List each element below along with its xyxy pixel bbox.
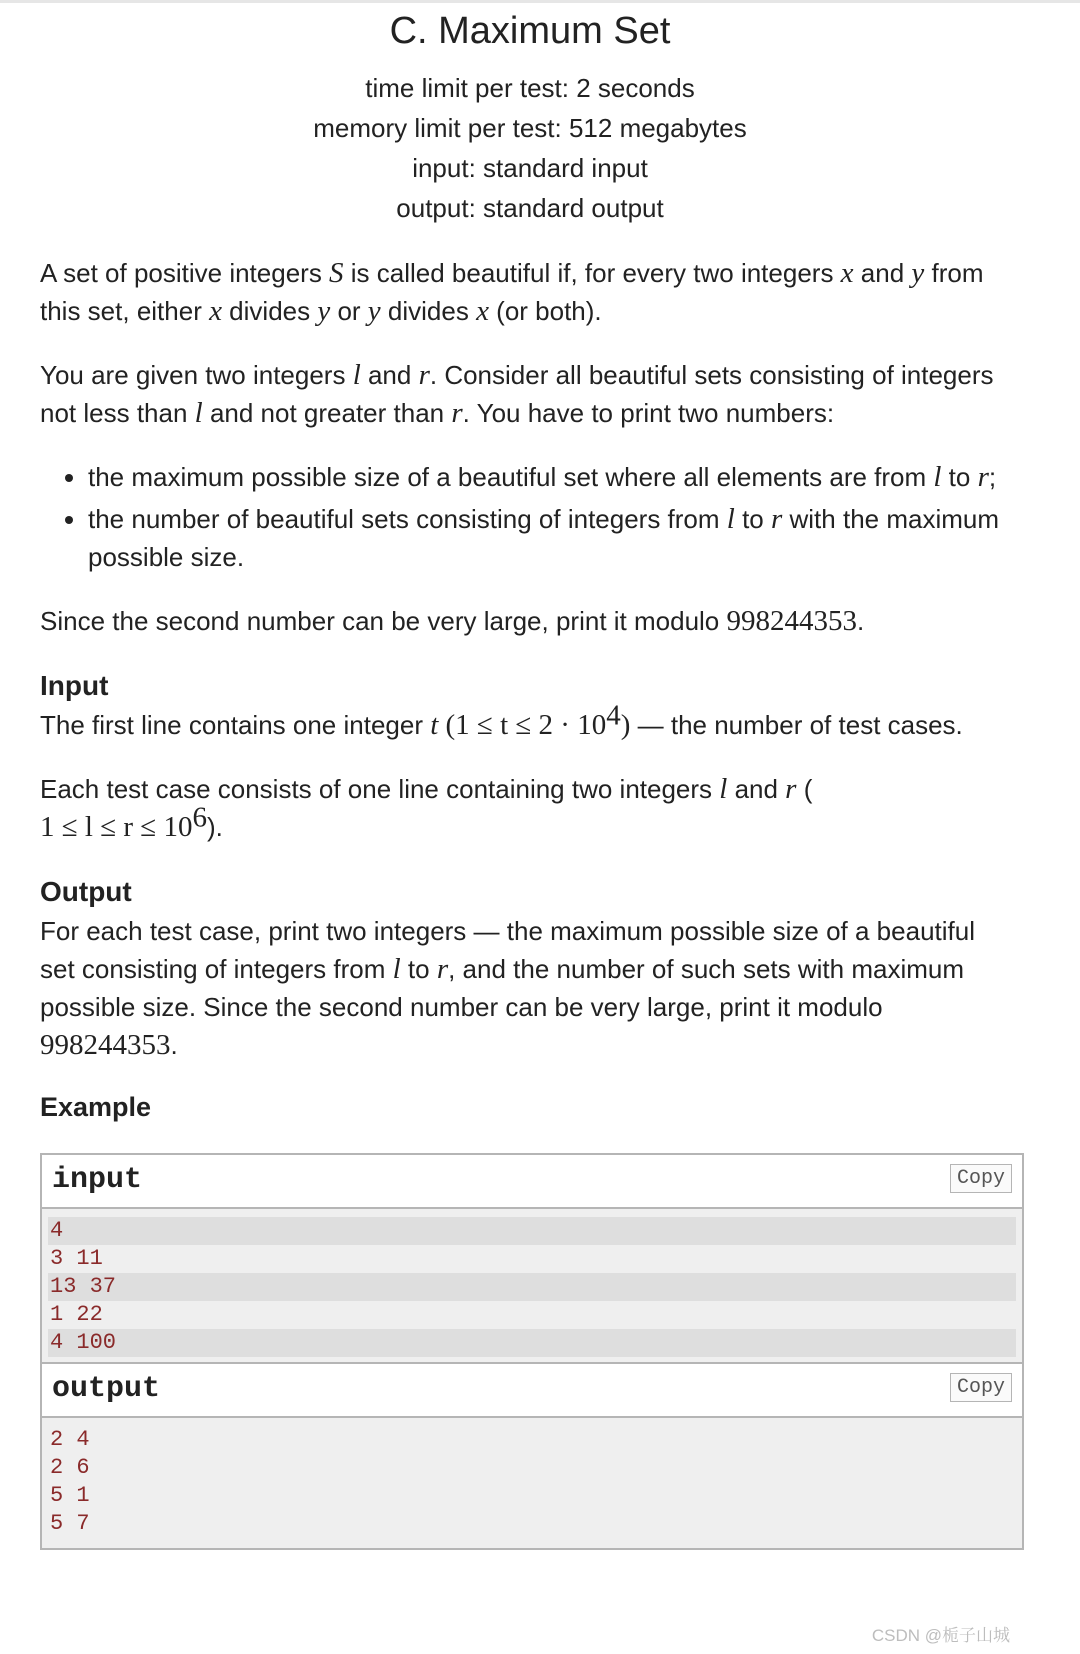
problem-header bbox=[0, 6, 1060, 228]
input-paragraph-1: The first line contains one integer t $(1 \le t \le 2 \cdot 10^4)$ — the number of test cases. bbox=[40, 699, 963, 741]
problem-title: C. Maximum Set bbox=[389, 10, 671, 52]
statement-paragraph-2: You are given two integers l and r. Consider all beautiful sets consisting of integers not less than l and not greater than r. You have to print two numbers: bbox=[40, 359, 994, 429]
list-item: • the maximum possible size of a beautiful set where all elements are from l to r; bbox=[88, 458, 1015, 496]
input-line: 3 11 bbox=[50, 1246, 103, 1271]
input-line: 4 100 bbox=[48, 1329, 1016, 1357]
example-input-box bbox=[40, 1153, 1024, 1369]
statement-paragraph-3: Since the second number can be very large, print it modulo 998244353. bbox=[40, 605, 865, 637]
output-line: 2 6 bbox=[50, 1455, 90, 1480]
memory-limit: memory limit per test: 512 megabytes bbox=[313, 113, 747, 143]
input-paragraph-2: Each test case consists of one line containing two integers l and r ( $1 \le l \le r \le 10^6$). bbox=[40, 773, 813, 843]
example-output-header bbox=[42, 1364, 1022, 1418]
input-heading: Input bbox=[40, 670, 109, 701]
input-type: input: standard input bbox=[412, 153, 648, 183]
output-heading: Output bbox=[40, 876, 132, 907]
output-paragraph: For each test case, print two integers — the maximum possible size of a beautiful set consisting of integers from l to r, and the number of such sets with maximum possible size. Since the second number can be very large, print it modulo 998244353. bbox=[40, 916, 975, 1061]
requirements-list bbox=[40, 458, 1015, 576]
example-output-content bbox=[42, 1418, 1022, 1548]
copy-input-button[interactable]: Copy bbox=[950, 1164, 1012, 1193]
example-heading: Example bbox=[40, 1092, 152, 1122]
list-item: • the number of beautiful sets consisting of integers from l to r with the maximum possible size. bbox=[88, 500, 1015, 576]
top-divider bbox=[0, 0, 1080, 3]
example-input-content bbox=[42, 1209, 1022, 1367]
watermark: CSDN @栀子山城 bbox=[871, 1626, 1010, 1645]
output-line: 5 7 bbox=[50, 1511, 90, 1536]
input-line: 1 22 bbox=[50, 1302, 103, 1327]
output-type: output: standard output bbox=[396, 193, 664, 223]
example-input-label: input bbox=[52, 1163, 143, 1197]
problem-statement bbox=[40, 254, 1015, 1128]
time-limit: time limit per test: 2 seconds bbox=[365, 73, 695, 103]
example-input-header bbox=[42, 1155, 1022, 1209]
input-line: 4 bbox=[48, 1217, 1016, 1245]
statement-paragraph-1: A set of positive integers S is called beautiful if, for every two integers x and y from this set, either x divides y or y divides x (or both). bbox=[40, 257, 984, 327]
copy-output-button[interactable]: Copy bbox=[950, 1373, 1012, 1402]
output-line: 2 4 bbox=[50, 1427, 90, 1452]
example-output-label: output bbox=[52, 1372, 161, 1406]
output-line: 5 1 bbox=[50, 1483, 90, 1508]
input-line: 13 37 bbox=[48, 1273, 1016, 1301]
example-output-box bbox=[40, 1362, 1024, 1550]
problem-limits bbox=[0, 68, 1060, 228]
